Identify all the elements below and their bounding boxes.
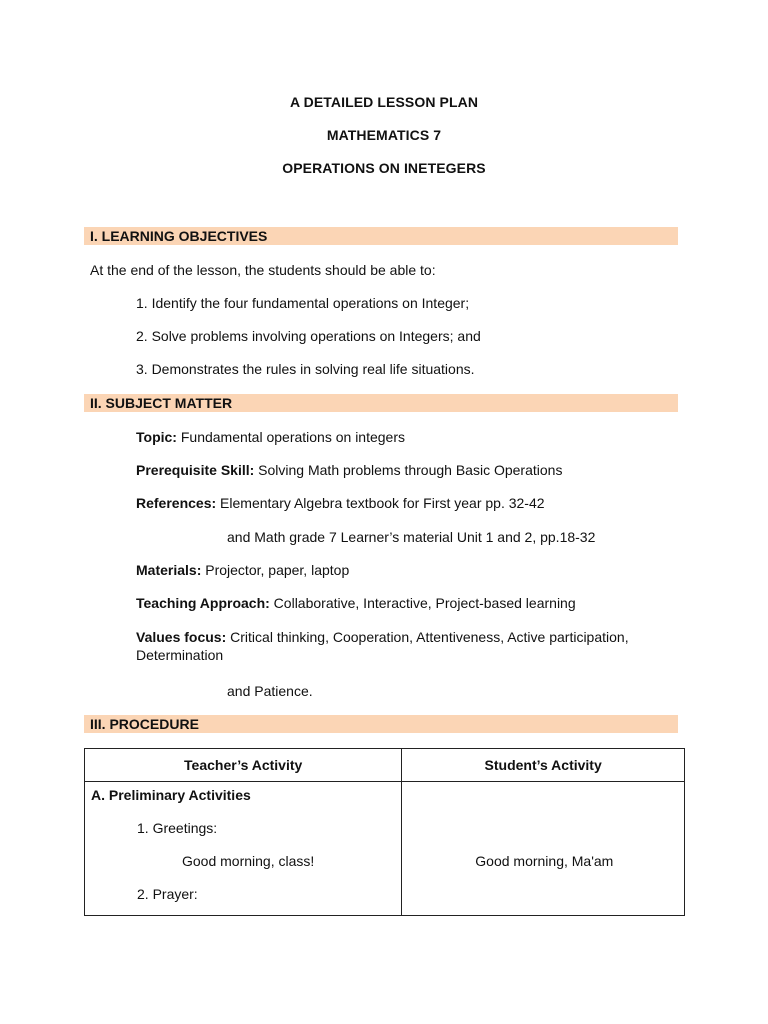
- approach-line: [136, 594, 576, 612]
- table-row: [85, 782, 685, 916]
- greetings-label: 1. Greetings:: [137, 820, 218, 836]
- values-continued: and Patience.: [227, 683, 313, 699]
- references-value: Elementary Algebra textbook for First year pp. 32-42: [216, 495, 545, 511]
- objectives-intro: At the end of the lesson, the students should be able to:: [90, 262, 436, 278]
- references-label: References:: [136, 495, 217, 511]
- prereq-value: Solving Math problems through Basic Operations: [254, 462, 563, 478]
- table-header-row: [85, 749, 685, 782]
- references-line: [136, 494, 545, 512]
- objective-item: 1. Identify the four fundamental operations on Integer;: [136, 295, 470, 311]
- section-heading-objectives: I. LEARNING OBJECTIVES: [84, 227, 678, 245]
- document-subject: MATHEMATICS 7: [326, 127, 442, 143]
- values-line: [136, 628, 681, 664]
- values-value: Critical thinking, Cooperation, Attentiveness, Active participation, Determination: [136, 629, 629, 663]
- document-title: A DETAILED LESSON PLAN: [289, 94, 479, 110]
- references-continued: and Math grade 7 Learner’s material Unit 1 and 2, pp.18-32: [227, 529, 596, 545]
- section-heading-procedure: III. PROCEDURE: [84, 715, 678, 733]
- topic-label: Topic:: [136, 429, 177, 445]
- prereq-line: [136, 461, 562, 479]
- prereq-label: Prerequisite Skill:: [136, 462, 255, 478]
- column-header-student: Student’s Activity: [402, 749, 685, 782]
- values-label: Values focus:: [136, 629, 227, 645]
- prayer-label: 2. Prayer:: [137, 886, 198, 902]
- preliminary-activities-heading: A. Preliminary Activities: [91, 787, 251, 803]
- column-header-teacher: Teacher’s Activity: [85, 749, 402, 782]
- topic-line: [136, 428, 405, 446]
- section-heading-subject-matter: II. SUBJECT MATTER: [84, 394, 678, 412]
- student-greeting: Good morning, Ma'am: [475, 853, 614, 869]
- approach-value: Collaborative, Interactive, Project-based learning: [269, 595, 576, 611]
- objective-item: 3. Demonstrates the rules in solving real life situations.: [136, 361, 475, 377]
- document-topic-title: OPERATIONS ON INETEGERS: [282, 160, 486, 176]
- student-activity-cell: [402, 782, 685, 916]
- teacher-greeting: Good morning, class!: [182, 853, 315, 869]
- teacher-activity-cell: [85, 782, 402, 916]
- materials-label: Materials:: [136, 562, 202, 578]
- materials-value: Projector, paper, laptop: [201, 562, 350, 578]
- procedure-table: [84, 748, 685, 916]
- objective-item: 2. Solve problems involving operations on Integers; and: [136, 328, 481, 344]
- approach-label: Teaching Approach:: [136, 595, 270, 611]
- materials-line: [136, 561, 349, 579]
- topic-value: Fundamental operations on integers: [176, 429, 406, 445]
